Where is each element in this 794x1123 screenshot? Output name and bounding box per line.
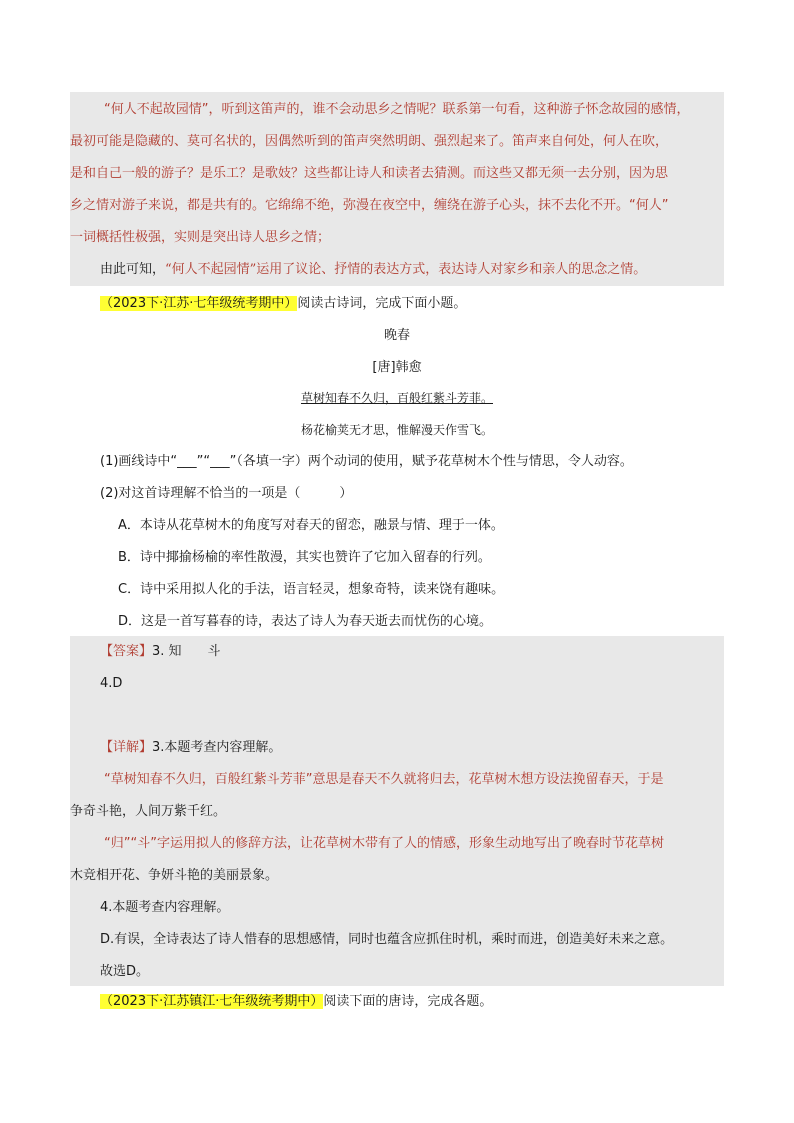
source-tag-2: （2023下·江苏镇江·七年级统考期中） (100, 994, 324, 1009)
detail-label: 【详解】 (100, 740, 153, 755)
detail-r2: 争奇斗艳，人间万紫千红。 (70, 804, 227, 819)
poem-title: 晚春 (383, 328, 410, 343)
conclusion-prefix: 由此可知， (100, 262, 166, 277)
detail-r1: “草树知春不久归，百般红紫斗芳菲”意思是春天不久就将归去，花草树木想方设法挽留春天，于是 (104, 772, 664, 787)
poem-line-1-text: 草树知春不久归，百般红紫斗芳菲。 (300, 391, 493, 405)
poem-author: [唐]韩愈 (372, 360, 422, 375)
analysis-line-5: 一词概括性极强，实则是突出诗人思乡之情； (70, 230, 331, 245)
question-intro-1 (100, 294, 466, 314)
detail-4c: 故选D。 (100, 964, 150, 979)
conclusion-line (100, 260, 646, 280)
analysis-line-4: 乡之情对游子来说，都是共有的。它绵绵不绝，弥漫在夜空中，缠绕在游子心头，抹不去化不开。“何人” (70, 198, 669, 213)
analysis-line-2: 最初可能是隐藏的、莫可名状的，因偶然听到的笛声突然明朗、强烈起来了。笛声来自何处，何人在吹， (70, 134, 669, 149)
poem-line-2: 杨花榆荚无才思，惟解漫天作雪飞。 (300, 423, 493, 437)
analysis-line-1: “何人不起故园情”，听到这笛声的，谁不会动思乡之情呢？联系第一句看，这种游子怀念故园的感情， (104, 102, 690, 117)
answer-4: 4.D (100, 676, 123, 691)
question-intro-text-1: 阅读古诗词，完成下面小题。 (297, 296, 467, 311)
analysis-block (70, 92, 724, 286)
detail-r3 (104, 834, 664, 854)
question-intro-2 (100, 992, 492, 1012)
question-2: (2)对这首诗理解不恰当的一项是（ ） (100, 486, 353, 501)
detail-4: 4.本题考查内容理解。 (100, 900, 230, 915)
option-b: B．诗中揶揄杨榆的率性散漫，其实也赞许了它加入留春的行列。 (118, 550, 491, 565)
analysis-line-3: 是和自己一般的游子？是乐工？是歌妓？这些都让诗人和读者去猜测。而这些又都无须一去分别，因为思 (70, 166, 669, 181)
source-tag-1: （2023下·江苏·七年级统考期中） (100, 296, 298, 311)
answer-line (100, 642, 221, 662)
answer-block (70, 636, 724, 986)
option-c: C．诗中采用拟人化的手法，语言轻灵，想象奇特，读来饶有趣味。 (118, 582, 505, 597)
answer-label: 【答案】 (100, 644, 153, 659)
detail-4b: D.有误，全诗表达了诗人惜春的思想感情，同时也蕴含应抓住时机，乘时而进，创造美好未来之意。 (100, 932, 674, 947)
poem-line-1 (0, 388, 794, 408)
detail-r4: 木竞相开花、争妍斗艳的美丽景象。 (70, 868, 279, 883)
detail-line (100, 738, 281, 758)
conclusion-text: “何人不起园情”运用了议论、抒情的表达方式，表达诗人对家乡和亲人的思念之情。 (165, 262, 647, 277)
detail-r3-text: “归”“斗”字运用拟人的修辞方法，让花草树木带有了人的情感，形象生动地写出了晚春时节花草树 (104, 836, 664, 851)
detail-3: 3.本题考查内容理解。 (152, 740, 282, 755)
question-intro-text-2: 阅读下面的唐诗，完成各题。 (323, 994, 493, 1009)
option-d: D．这是一首写暮春的诗，表达了诗人为春天逝去而忧伤的心境。 (118, 614, 493, 629)
answer-3: 3. 知 斗 (152, 644, 221, 659)
option-a: A．本诗从花草树木的角度写对春天的留恋，融景与情、理于一体。 (118, 518, 504, 533)
question-1: (1)画线诗中“___”“___”（各填一字）两个动词的使用，赋予花草树木个性与情思，令人动容。 (100, 454, 633, 469)
